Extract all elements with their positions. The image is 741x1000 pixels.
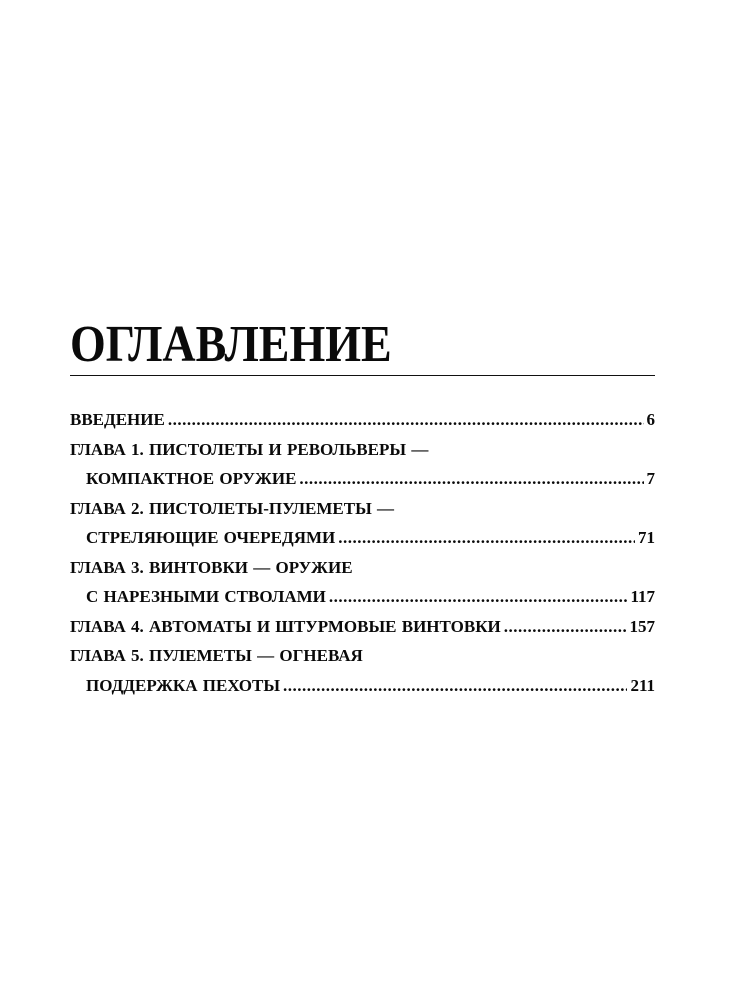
toc-page-number: 71 xyxy=(638,528,655,547)
toc-entry-title: ГЛАВА 5. ПУЛЕМЕТЫ — ОГНЕВАЯ xyxy=(70,646,363,665)
toc-entry-title: ГЛАВА 1. ПИСТОЛЕТЫ И РЕВОЛЬВЕРЫ — xyxy=(70,439,429,459)
page-title: ОГЛАВЛЕНИЕ xyxy=(70,315,392,373)
toc-entry-chapter-2[interactable] xyxy=(70,494,655,524)
toc-page-number: 157 xyxy=(629,616,655,636)
dot-leader xyxy=(504,612,627,642)
dot-leader xyxy=(299,464,643,494)
toc-entry-title: ГЛАВА 4. АВТОМАТЫ И ШТУРМОВЫЕ ВИНТОВКИ xyxy=(70,616,501,636)
dot-leader xyxy=(338,523,635,553)
dot-leader xyxy=(329,582,628,612)
toc-entry-title: ВВЕДЕНИЕ xyxy=(70,410,165,429)
toc-entry-chapter-2-continued[interactable] xyxy=(70,523,655,553)
toc-entry-title: ГЛАВА 3. ВИНТОВКИ — ОРУЖИЕ xyxy=(70,557,353,577)
toc-entry-subtitle: С НАРЕЗНЫМИ СТВОЛАМИ xyxy=(86,587,326,606)
toc-entry-subtitle: ПОДДЕРЖКА ПЕХОТЫ xyxy=(86,675,281,695)
toc-page-number: 7 xyxy=(646,469,655,488)
toc-page-number: 6 xyxy=(646,410,655,429)
toc-entry-chapter-5[interactable] xyxy=(70,641,655,671)
toc-entry-introduction[interactable] xyxy=(70,405,655,435)
toc-entry-chapter-3[interactable] xyxy=(70,553,655,583)
toc-entry-chapter-1-continued[interactable] xyxy=(70,464,655,494)
toc-entry-subtitle: КОМПАКТНОЕ ОРУЖИЕ xyxy=(86,469,297,488)
toc-entry-chapter-4[interactable] xyxy=(70,612,655,642)
toc-page-number: 117 xyxy=(630,587,655,606)
toc-entry-chapter-1[interactable] xyxy=(70,435,655,465)
toc-entry-chapter-5-continued[interactable] xyxy=(70,671,655,701)
toc-page-number: 211 xyxy=(630,675,655,695)
toc-entry-subtitle: СТРЕЛЯЮЩИЕ ОЧЕРЕДЯМИ xyxy=(86,528,336,547)
toc-entry-title: ГЛАВА 2. ПИСТОЛЕТЫ-ПУЛЕМЕТЫ — xyxy=(70,498,395,518)
table-of-contents xyxy=(70,315,655,700)
dot-leader xyxy=(168,405,644,435)
dot-leader xyxy=(283,671,627,701)
toc-entry-chapter-3-continued[interactable] xyxy=(70,582,655,612)
toc-entries xyxy=(70,405,655,700)
title-underline xyxy=(70,375,655,376)
